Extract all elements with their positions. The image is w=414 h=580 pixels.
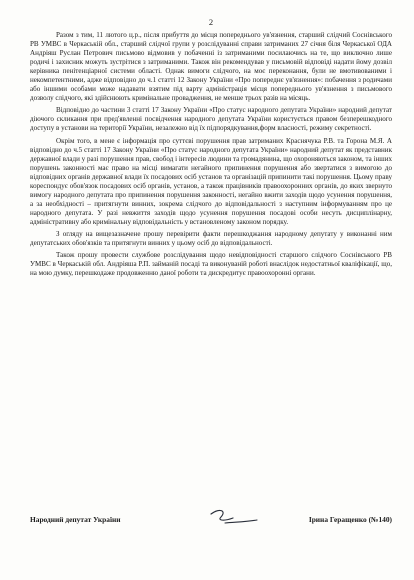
paragraph-5: Також прошу провести службове розслідування щодо невідповідності старшого слідчого Соснівського РВ УМВС в Черкаській обл. Андріяша Р.П. займаній посаді та виконуваній роботі внаслідок недостатньої кваліфікації, що, на мою думку, перешкодаже продовженню даної роботи та дискредитує правоохоронні органи. bbox=[30, 251, 392, 278]
signatory-title: Народний депутат України bbox=[30, 515, 121, 524]
page-number: 2 bbox=[208, 17, 214, 27]
paragraph-3: Окрім того, в мене є інформація про суттєві порушення прав затриманих Краснячука Р.В. та Горона М.Я. А відповідно до ч.5 статті 17 Закону України «Про статус народного депутата України» народний депутат як представник державної влади у разі порушення прав, свобод і інтересів людини та громадянина, що охороняються законом, та інших порушень законності має право на місці вимагати негайного припинення порушення або звертатися з вимогою до відповідних органів державної влади їх посадових осіб установ та організацій припинити такі порушення. Цьому праву кореспондує обов'язок посадових осіб органів, установ, а також працівників правоохоронних органів, до яких звернуто вимогу народного депутата про припинення порушення законності, негайно вжити заходів щодо усунення порушення, а за необхідності – притягнути винних, зокрема слідчого до відповідальності з наступним інформуванням про це народного депутата. У разі невжиття заходів щодо усунення порушення посадові особи несуть дисциплінарну, адміністративну або кримінальну відповідальність у встановленому законом порядку. bbox=[30, 136, 392, 226]
paragraph-2: Відповідно до частини 3 статті 17 Закону України «Про статус народного депутата України» народний депутат діючого скликання при пред'явленні посвідчення народного депутата України користується правом безперешкодного доступу в установи на території України, незалежно від їх підпорядкування,форм власності, режиму секретності. bbox=[30, 106, 392, 133]
signature-block bbox=[30, 512, 392, 528]
handwritten-signature bbox=[205, 506, 261, 530]
paragraph-4: З огляду на вищезазначене прошу перевірити факти перешкоджання народному депутату у виконанні ним депутатських обов'язків та притягнути винних у цьому осіб до відповідальності. bbox=[30, 229, 392, 248]
signatory-name: Ірина Геращенко (№140) bbox=[308, 515, 392, 524]
paragraph-1: Разом з тим, 11 лютого ц.р., після прибуття до місця попереднього ув'язнення, старший слідчий Соснівського РВ УМВС в Черкаській обл., старший слідчої групи у розслідуванні справи затриманих 27 січня біля Черкаської ОДА Андріяш Руслан Петрович письмово відмовив у побаченні із затриманими посилаючись на те, що виключно лише родичі і захисник можуть зустрітися з затриманими. Також він рекомендував у письмовій відповіді надати йому дозвіл керівника пенітенціарної системи області. Однак вимоги слідчого, на моє переконання, були не вмотивованими і некомпетентними, адже відповідно до ч.1 статті 12 Закону України «Про попереднє ув'язнення»: побачення з родичами або іншими особами може надавати взятим під варту адміністрація місця попереднього ув'язнення з письмового дозволу слідчого, які здійснюють кримінальне провадження, не менше трьох разів на місяць. bbox=[30, 31, 392, 103]
